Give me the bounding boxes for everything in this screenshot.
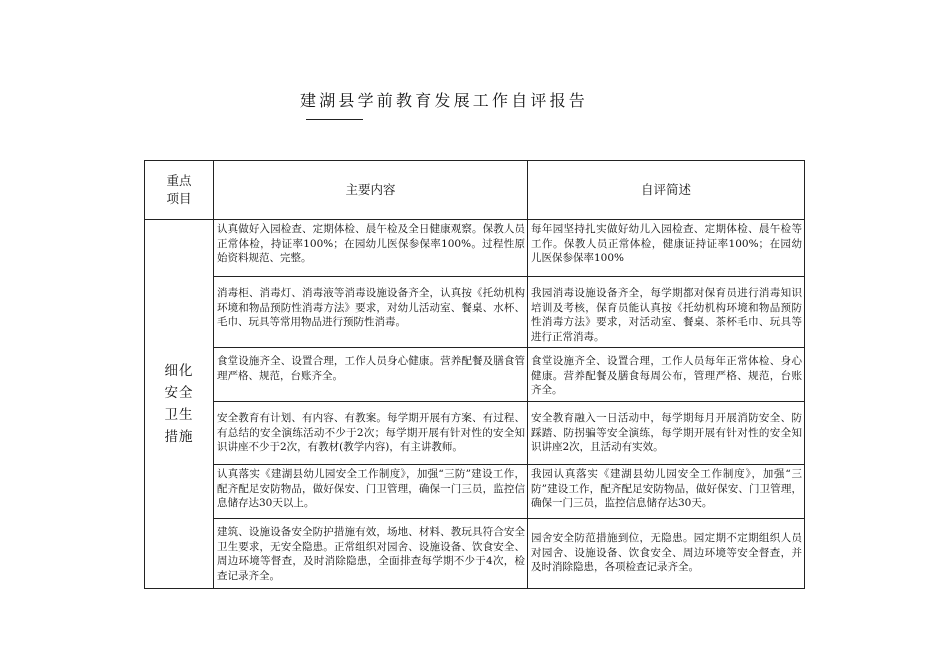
content-cell: 认真做好入园检查、定期体检、晨午检及全日健康观察。保教人员正常体检，持证率100%；在园幼儿医保参保率100%。过程性原始资料规范、完整。	[214, 220, 528, 277]
header-main-content	[214, 161, 528, 220]
evaluation-cell: 食堂设施齐全、设置合理，工作人员每年正常体检、身心健康。营养配餐及膳食每周公布，管理严格、规范，台账齐全。	[528, 348, 805, 402]
header-key-item-label: 重点 项目	[166, 173, 192, 206]
header-self-eval	[528, 161, 805, 220]
header-main-content-label: 主要内容	[345, 182, 396, 197]
header-self-eval-label: 自评简述	[640, 182, 691, 197]
self-evaluation-table	[144, 160, 805, 589]
table-row	[145, 348, 805, 402]
category-cell	[145, 220, 214, 589]
content-cell: 安全教育有计划、有内容、有教案。每学期开展有方案、有过程、有总结的安全演练活动不少于2次；每学期开展有针对性的安全知识讲座不少于2次，有教材(教学内容)，有主讲教师。	[214, 402, 528, 465]
table-row	[145, 277, 805, 348]
evaluation-cell: 我园认真落实《建湖县幼儿园安全工作制度》，加强“三防”建设工作，配齐配足安防物品，做好保安、门卫管理，确保一门三员，监控信息储存达30天。	[528, 465, 805, 519]
header-key-item	[145, 161, 214, 220]
content-cell: 食堂设施齐全、设置合理，工作人员身心健康。营养配餐及膳食管理严格、规范，台账齐全。	[214, 348, 528, 402]
evaluation-cell: 我园消毒设施设备齐全，每学期都对保育员进行消毒知识培训及考核，保育员能认真按《托幼机构环境和物品预防性消毒方法》要求，对活动室、餐桌、茶杯毛巾、玩具等进行正常消毒。	[528, 277, 805, 348]
title-underline	[306, 119, 363, 120]
document-title: 建湖县学前教育发展工作自评报告	[300, 91, 589, 110]
table-row	[145, 220, 805, 277]
table-row	[145, 465, 805, 519]
table-row	[145, 519, 805, 589]
evaluation-cell: 每年园坚持扎实做好幼儿入园检查、定期体检、晨午检等工作。保教人员正常体检，健康证持证率100%；在园幼儿医保参保率100%	[528, 220, 805, 277]
evaluation-cell: 安全教育融入一日活动中，每学期每月开展消防安全、防踩踏、防拐骗等安全演练，每学期开展有针对性的安全知识讲座2次，且活动有实效。	[528, 402, 805, 465]
content-cell: 建筑、设施设备安全防护措施有效，场地、材料、教玩具符合安全卫生要求，无安全隐患。正常组织对园舍、设施设备、饮食安全、周边环境等督查，及时消除隐患，全面排查每学期不少于4次，检查记录齐全。	[214, 519, 528, 589]
table-header-row	[145, 161, 805, 220]
category-label: 细化 安全 卫生 措施	[164, 363, 194, 445]
content-cell: 消毒柜、消毒灯、消毒液等消毒设施设备齐全，认真按《托幼机构环境和物品预防性消毒方法》要求，对幼儿活动室、餐桌、水杯、毛巾、玩具等常用物品进行预防性消毒。	[214, 277, 528, 348]
table-row	[145, 402, 805, 465]
evaluation-cell: 园舍安全防范措施到位，无隐患。园定期不定期组织人员对园舍、设施设备、饮食安全、周边环境等安全督查，并及时消除隐患，各项检查记录齐全。	[528, 519, 805, 589]
content-cell: 认真落实《建湖县幼儿园安全工作制度》，加强“三防”建设工作，配齐配足安防物品，做好保安、门卫管理，确保一门三员，监控信息储存达30天以上。	[214, 465, 528, 519]
